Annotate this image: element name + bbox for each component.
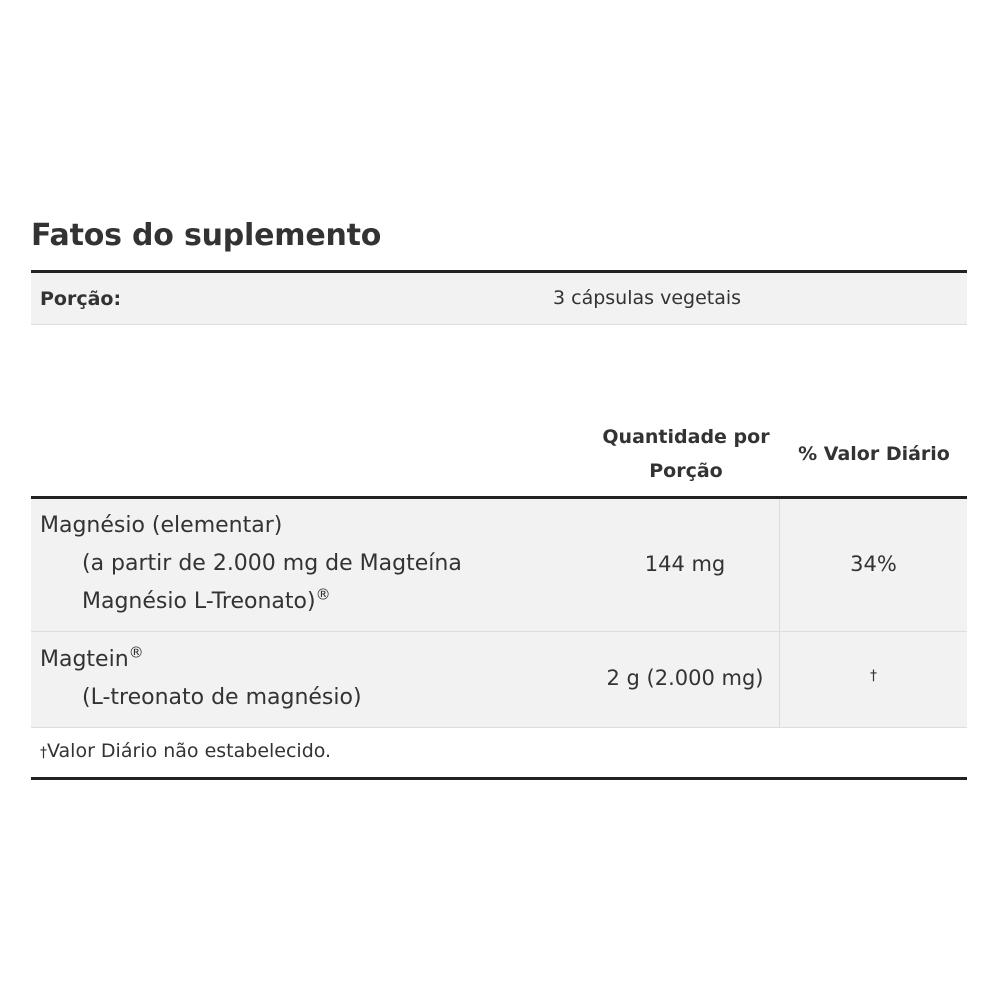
daily-value-column-header: % Valor Diário [798,443,950,465]
ingredient-name-text: Magtein [40,647,129,672]
serving-label: Porção: [40,288,122,310]
footnote-mark: † [40,745,47,761]
table-row [31,499,967,632]
ingredient-sub-line1: (L-treonato de magnésio) [82,685,362,710]
registered-mark: ® [128,643,144,662]
ingredient-daily-value: 34% [850,552,897,576]
ingredient-sub-line2 [40,583,462,621]
page-title: Fatos do suplemento [31,218,382,253]
ingredient-name-line: Magnésio (elementar) [40,513,283,538]
amount-column-header [591,420,781,488]
amount-header-line1: Quantidade por [602,426,770,448]
footnote-text: Valor Diário não estabelecido. [47,740,332,762]
ingredient-name [40,507,462,621]
serving-row [31,270,967,325]
ingredient-sub-line1: (a partir de 2.000 mg de Magteína [82,551,462,576]
footer-divider [31,777,967,780]
ingredient-name [40,641,362,717]
ingredient-amount: 144 mg [644,552,726,576]
amount-header-line2: Porção [649,460,723,482]
serving-value: 3 cápsulas vegetais [553,287,742,309]
ingredient-amount: 2 g (2.000 mg) [606,666,764,690]
ingredient-daily-value: † [870,668,877,684]
ingredient-name-line [40,641,362,679]
table-row [31,632,967,728]
ingredient-sub-text: Magnésio L-Treonato) [82,589,316,614]
footnote [40,740,331,762]
registered-mark: ® [315,585,331,604]
